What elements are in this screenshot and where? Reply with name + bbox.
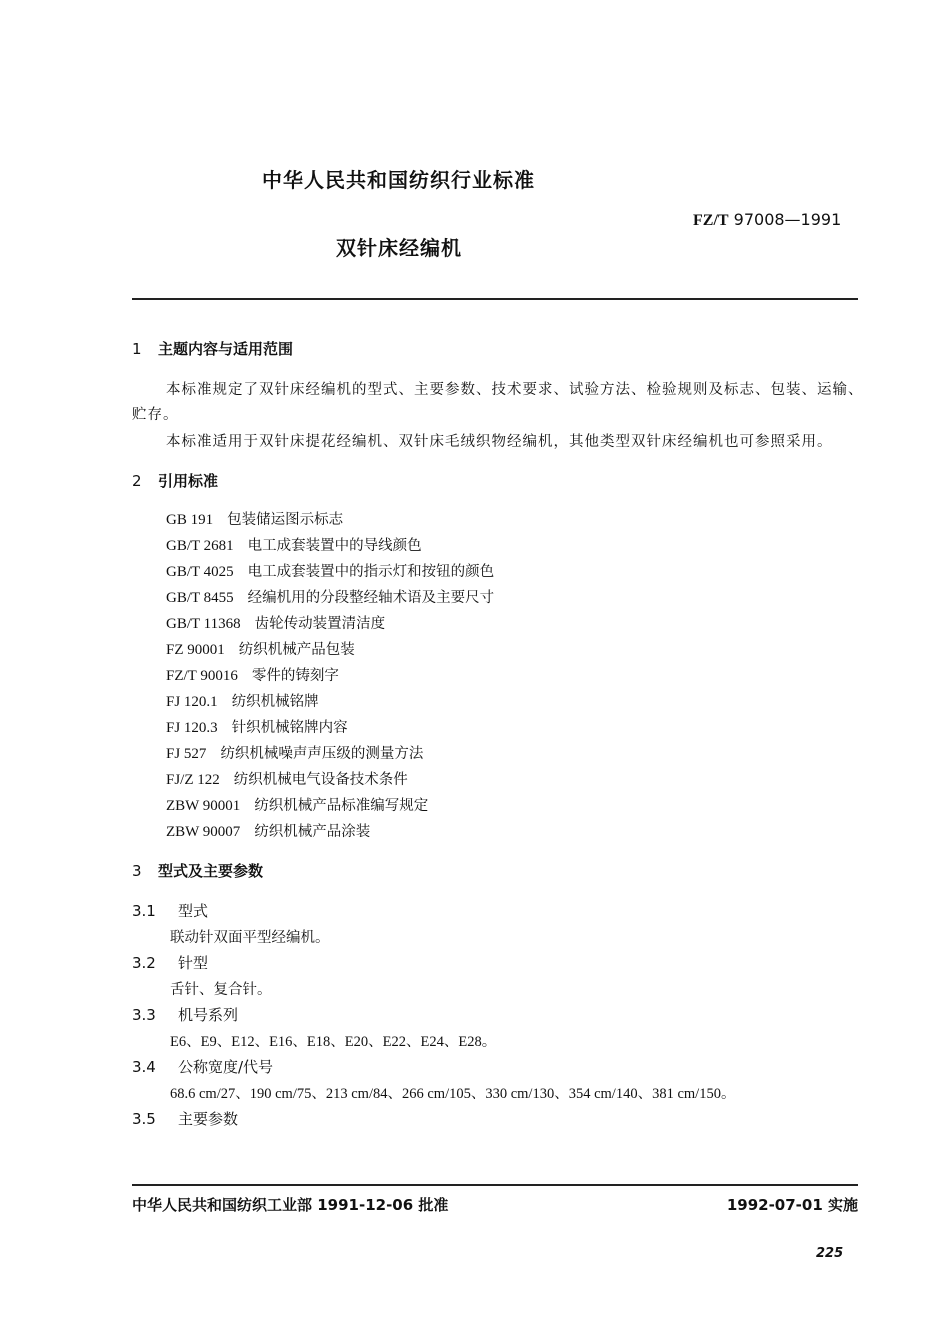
reference-code: FJ 527 (166, 746, 207, 762)
subsection-number: 3.2 (132, 954, 156, 972)
subsection-title: 针型 (178, 954, 209, 972)
footer-divider (132, 1184, 858, 1186)
section-title: 主题内容与适用范围 (158, 340, 294, 358)
page-number: 225 (816, 1246, 844, 1261)
subsection-heading (132, 1004, 238, 1025)
reference-name: 纺织机械产品包装 (238, 642, 355, 658)
reference-item (166, 820, 370, 841)
implementation-date: 1992-07-01 实施 (726, 1196, 858, 1214)
subsection-value: 68.6 cm/27、190 cm/75、213 cm/84、266 cm/105、330 cm/130、354 cm/140、381 cm/150。 (170, 1086, 736, 1102)
reference-item (166, 586, 494, 607)
subsection-value: 联动针双面平型经编机。 (170, 930, 330, 946)
section-title: 引用标准 (158, 472, 219, 490)
subsection-heading (132, 1108, 238, 1129)
reference-code: FJ/Z 122 (166, 772, 220, 788)
approval-line: 中华人民共和国纺织工业部 1991-12-06 批准 (132, 1196, 449, 1214)
reference-name: 纺织机械产品涂装 (254, 824, 371, 840)
section-number: 1 (132, 340, 142, 358)
reference-item (166, 742, 423, 763)
section-1-heading (132, 338, 293, 359)
document-title: 双针床经编机 (336, 236, 462, 260)
reference-code: GB/T 2681 (166, 538, 234, 554)
reference-item (166, 534, 422, 555)
reference-name: 齿轮传动装置清洁度 (254, 616, 386, 632)
subsection-number: 3.4 (132, 1058, 156, 1076)
reference-name: 电工成套装置中的指示灯和按钮的颜色 (247, 564, 495, 580)
reference-name: 零件的铸刻字 (251, 668, 339, 684)
reference-code: FJ 120.1 (166, 694, 218, 710)
section-3-heading (132, 860, 263, 881)
reference-name: 纺织机械电气设备技术条件 (233, 772, 408, 788)
subsection-title: 公称宽度/代号 (178, 1058, 274, 1076)
reference-code: ZBW 90001 (166, 798, 241, 814)
reference-item (166, 794, 428, 815)
reference-code: FZ/T 90016 (166, 668, 238, 684)
subsection-heading (132, 900, 208, 921)
subsection-heading (132, 952, 208, 973)
reference-item (166, 690, 319, 711)
reference-code: ZBW 90007 (166, 824, 241, 840)
section-2-heading (132, 470, 218, 491)
reference-code: GB/T 4025 (166, 564, 234, 580)
section-number: 3 (132, 862, 142, 880)
subsection-number: 3.3 (132, 1006, 156, 1024)
reference-name: 电工成套装置中的导线颜色 (247, 538, 422, 554)
header-divider (132, 298, 858, 300)
reference-name: 包装储运图示标志 (227, 512, 344, 528)
reference-code: FJ 120.3 (166, 720, 218, 736)
reference-item (166, 716, 348, 737)
reference-name: 纺织机械噪声声压级的测量方法 (220, 746, 424, 762)
reference-code: GB/T 11368 (166, 616, 241, 632)
standard-code-prefix: FZ/T (693, 212, 729, 229)
section-1-paragraph-1-line-1: 本标准规定了双针床经编机的型式、主要参数、技术要求、试验方法、检验规则及标志、包装、运输、 (166, 382, 864, 398)
section-1-paragraph-1-line-2: 贮存。 (132, 407, 179, 423)
org-title: 中华人民共和国纺织行业标准 (262, 168, 535, 192)
subsection-title: 型式 (178, 902, 209, 920)
reference-item (166, 768, 408, 789)
reference-name: 针织机械铭牌内容 (231, 720, 348, 736)
standard-code (693, 210, 841, 230)
reference-name: 经编机用的分段整经轴术语及主要尺寸 (247, 590, 495, 606)
subsection-title: 机号系列 (178, 1006, 239, 1024)
subsection-number: 3.1 (132, 902, 156, 920)
subsection-value: 舌针、复合针。 (170, 982, 272, 998)
standard-code-number: 97008—1991 (733, 210, 842, 229)
reference-code: GB/T 8455 (166, 590, 234, 606)
reference-code: FZ 90001 (166, 642, 225, 658)
reference-name: 纺织机械铭牌 (231, 694, 319, 710)
subsection-value: E6、E9、E12、E16、E18、E20、E22、E24、E28。 (170, 1034, 497, 1050)
subsection-heading (132, 1056, 273, 1077)
reference-item (166, 664, 339, 685)
section-number: 2 (132, 472, 142, 490)
section-1-paragraph-2: 本标准适用于双针床提花经编机、双针床毛绒织物经编机，其他类型双针床经编机也可参照采用。 (166, 434, 833, 450)
section-title: 型式及主要参数 (158, 862, 264, 880)
reference-item (166, 612, 385, 633)
reference-item (166, 508, 343, 529)
subsection-number: 3.5 (132, 1110, 156, 1128)
reference-item (166, 638, 355, 659)
reference-name: 纺织机械产品标准编写规定 (254, 798, 429, 814)
reference-item (166, 560, 494, 581)
reference-code: GB 191 (166, 512, 214, 528)
subsection-title: 主要参数 (178, 1110, 239, 1128)
